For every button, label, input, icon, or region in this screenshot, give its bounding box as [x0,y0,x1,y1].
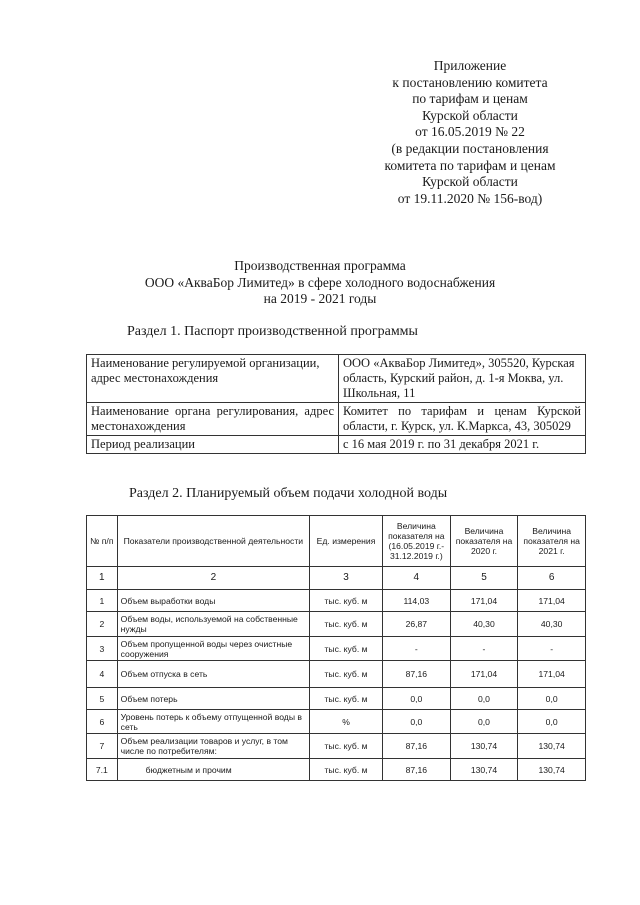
table-row [87,734,586,759]
table-cell: тыс. куб. м [310,590,383,612]
column-header: Величина показателя на 2020 г. [450,516,518,567]
header-line: Курской области [422,107,518,123]
table-cell: 171,04 [450,661,518,688]
table-cell: 114,03 [383,590,451,612]
table-cell: Объем воды, используемой на собственные нужды [117,612,309,637]
table-cell: бюджетным и прочим [117,759,309,781]
table-cell: % [310,710,383,734]
column-header: Величина показателя на 2021 г. [518,516,586,567]
table-row [87,637,586,661]
header-line: Курской области [422,174,518,190]
table-cell: тыс. куб. м [310,612,383,637]
table-cell: Комитет по тарифам и ценам Курской области, г. Курск, ул. К.Маркса, 43, 305029 [339,403,586,436]
table-cell: 0,0 [383,688,451,710]
table-cell: - [450,637,518,661]
table-cell: - [383,637,451,661]
header-line: (в редакции постановления [391,140,549,156]
column-index: 6 [518,567,586,590]
table-cell: - [518,637,586,661]
table-cell: 4 [87,661,118,688]
table-row [87,590,586,612]
table-cell: Объем пропущенной воды через очистные сооружения [117,637,309,661]
header-line: по тарифам и ценам [412,91,528,107]
table-cell: тыс. куб. м [310,734,383,759]
table-cell: Объем выработки воды [117,590,309,612]
column-header: Ед. измерения [310,516,383,567]
section2-heading: Раздел 2. Планируемый объем подачи холодной воды [129,486,448,501]
column-index-row [87,567,586,590]
table-cell: 1 [87,590,118,612]
title-line: Производственная программа [234,258,406,273]
table-cell: 130,74 [450,759,518,781]
table-row [87,612,586,637]
table-cell: 171,04 [450,590,518,612]
header-line: Приложение [433,58,507,73]
document-title [120,258,520,308]
table-cell: 6 [87,710,118,734]
table-cell: 171,04 [518,590,586,612]
table-cell: 5 [87,688,118,710]
table-cell: Уровень потерь к объему отпущенной воды в сеть [117,710,309,734]
table-cell: тыс. куб. м [310,688,383,710]
table-cell: 40,30 [450,612,518,637]
table-header-row [87,516,586,567]
table-cell: тыс. куб. м [310,637,383,661]
table-cell: Период реализации [87,436,339,454]
header-line: от 19.11.2020 № 156-вод) [397,190,543,206]
table-cell: Объем потерь [117,688,309,710]
table-cell: 87,16 [383,759,451,781]
table-cell: 0,0 [383,710,451,734]
table-cell: Объем отпуска в сеть [117,661,309,688]
appendix-header [370,58,570,207]
header-line: к постановлению комитета [392,74,548,90]
table-cell: 2 [87,612,118,637]
table-cell: тыс. куб. м [310,759,383,781]
table-cell: Объем реализации товаров и услуг, в том числе по потребителям: [117,734,309,759]
table-cell: 130,74 [518,759,586,781]
column-header: № п/п [87,516,118,567]
table-row [87,436,586,454]
table-cell: 40,30 [518,612,586,637]
column-index: 2 [117,567,309,590]
table-cell: Наименование регулируемой организации, адрес местонахождения [87,355,339,403]
table-body [87,590,586,781]
table-row [87,710,586,734]
table-row [87,688,586,710]
column-index: 3 [310,567,383,590]
table-cell: 0,0 [518,688,586,710]
table-row [87,355,586,403]
table-cell: 171,04 [518,661,586,688]
table-cell: с 16 мая 2019 г. по 31 декабря 2021 г. [339,436,586,454]
header-line: от 16.05.2019 № 22 [415,124,525,140]
table-cell: 130,74 [518,734,586,759]
table-row [87,759,586,781]
table-cell: ООО «АкваБор Лимитед», 305520, Курская область, Курский район, д. 1-я Моква, ул. Школьная, 11 [339,355,586,403]
column-index: 4 [383,567,451,590]
column-header: Величина показателя на (16.05.2019 г.- 31.12.2019 г.) [383,516,451,567]
table-cell: 7.1 [87,759,118,781]
section1-heading: Раздел 1. Паспорт производственной программы [127,324,418,339]
table-cell: 0,0 [450,710,518,734]
table-cell: 26,87 [383,612,451,637]
water-volume-table [86,515,586,781]
table-cell: тыс. куб. м [310,661,383,688]
table-cell: 7 [87,734,118,759]
column-index: 5 [450,567,518,590]
table-cell: 87,16 [383,661,451,688]
table-cell: 130,74 [450,734,518,759]
column-header: Показатели производственной деятельности [117,516,309,567]
table-cell: 0,0 [518,710,586,734]
table-row [87,403,586,436]
title-line: ООО «АкваБор Лимитед» в сфере холодного водоснабжения [144,274,496,290]
passport-table [86,354,586,454]
table-cell: 3 [87,637,118,661]
table-cell: 87,16 [383,734,451,759]
title-line: на 2019 - 2021 годы [263,291,377,307]
header-line: комитета по тарифам и ценам [384,157,556,173]
column-index: 1 [87,567,118,590]
table-cell: 0,0 [450,688,518,710]
table-cell: Наименование органа регулирования, адрес местонахождения [87,403,339,436]
table-row [87,661,586,688]
